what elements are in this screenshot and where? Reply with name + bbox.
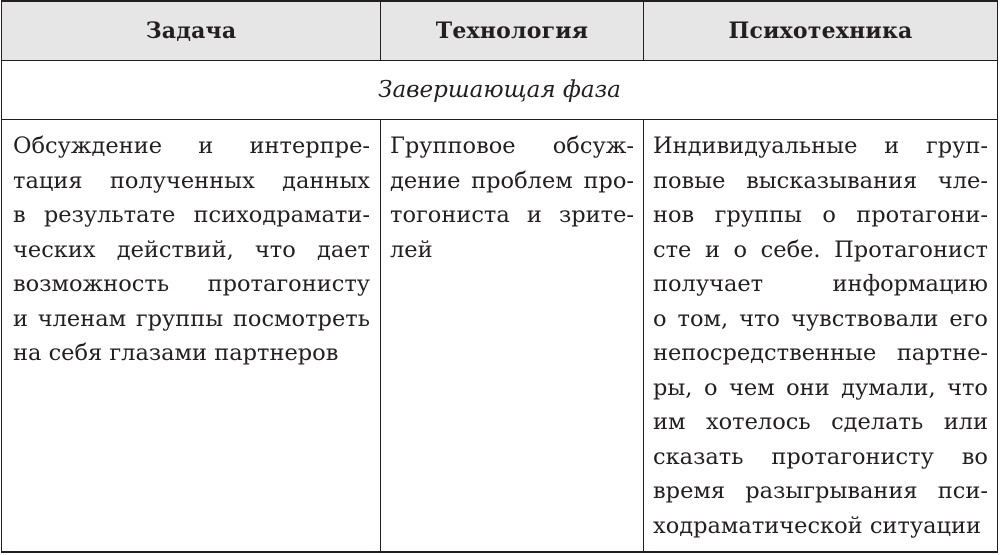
- word: партне-: [896, 340, 988, 366]
- word: о: [822, 202, 836, 228]
- text-line: [13, 198, 370, 233]
- header-task: Задача: [145, 18, 237, 44]
- text-line: ходраматической ситуации: [653, 512, 981, 539]
- text-line: [653, 302, 988, 337]
- cell-psychotechnique: [653, 129, 988, 543]
- word: полученных: [109, 167, 255, 194]
- word: его: [949, 305, 988, 332]
- word: Индивидуальные: [653, 133, 858, 159]
- header-psychotechnique: Психотехника: [728, 18, 913, 44]
- phase-label: Завершающая фаза: [378, 77, 621, 103]
- text-line: [653, 336, 988, 371]
- word: о: [653, 305, 667, 332]
- word: зрите-: [558, 202, 634, 228]
- column-divider: [643, 2, 644, 61]
- word: ры,: [653, 374, 693, 401]
- text-line: [653, 129, 988, 164]
- data-table: [1, 0, 998, 553]
- word: что: [739, 305, 780, 332]
- word: о: [703, 374, 718, 401]
- word: тогониста: [390, 202, 510, 228]
- word: груп-: [925, 133, 988, 159]
- word: о: [733, 236, 748, 263]
- word: проблем: [471, 167, 573, 194]
- word: Групповое: [390, 133, 516, 159]
- word: сказать: [653, 443, 744, 470]
- text-line: [653, 474, 988, 509]
- word: они: [786, 374, 830, 401]
- word: себе.: [760, 236, 821, 263]
- text-line: [390, 164, 634, 199]
- word: хотелось: [705, 409, 811, 435]
- phase-row: [2, 61, 997, 120]
- word: думали,: [841, 374, 936, 401]
- word: и: [884, 133, 900, 159]
- table-header-row: [2, 2, 997, 61]
- word: разыгрывания: [745, 478, 918, 504]
- text-line: [13, 302, 370, 337]
- word: высказывания: [746, 167, 918, 194]
- text-line: [13, 164, 370, 199]
- word: чле-: [937, 167, 988, 194]
- word: дение: [390, 167, 461, 194]
- word: про-: [583, 167, 634, 194]
- word: том,: [677, 305, 729, 332]
- word: протагони-: [856, 202, 988, 228]
- cell-task: [13, 129, 370, 371]
- text-line: [13, 129, 370, 164]
- text-line: [653, 371, 988, 406]
- word: и: [13, 305, 28, 332]
- word: во: [961, 443, 988, 470]
- text-line: [653, 164, 988, 199]
- text-line: [653, 440, 988, 475]
- word: нов: [653, 202, 695, 228]
- word: повые: [653, 167, 726, 194]
- word: сделать: [831, 409, 924, 435]
- word: информацию: [832, 271, 988, 297]
- word: сте: [653, 236, 692, 263]
- text-line: [13, 267, 370, 302]
- column-divider: [643, 120, 644, 553]
- word: протагонисту: [207, 271, 370, 297]
- word: интерпре-: [249, 133, 370, 159]
- word: непосредственные: [653, 340, 877, 366]
- word: чем: [728, 374, 775, 401]
- text-line: [653, 198, 988, 233]
- word: Протагонист: [834, 236, 988, 263]
- word: протагонисту: [771, 443, 934, 470]
- word: пси-: [937, 478, 988, 504]
- word: и: [198, 133, 214, 159]
- word: результате: [43, 202, 176, 228]
- word: в: [13, 202, 26, 228]
- header-technology: Технология: [435, 18, 589, 44]
- text-line: [13, 233, 370, 268]
- word: членам: [37, 305, 127, 332]
- word: действий,: [116, 236, 234, 263]
- word: психодрамати-: [193, 202, 370, 228]
- word: что: [947, 374, 988, 401]
- cell-technology: [390, 129, 634, 267]
- word: тация: [13, 167, 83, 194]
- word: группы: [714, 202, 802, 228]
- text-line: лей: [390, 236, 433, 263]
- word: возможность: [13, 271, 170, 297]
- word: и: [704, 236, 720, 263]
- word: данных: [282, 167, 370, 194]
- text-line: [390, 198, 634, 233]
- text-line: [390, 129, 634, 164]
- text-line: [653, 405, 988, 440]
- word: обсуж-: [552, 133, 634, 159]
- word: ческих: [13, 236, 96, 263]
- word: посмотреть: [232, 305, 370, 332]
- word: им: [653, 409, 686, 435]
- word: и: [526, 202, 542, 228]
- word: что: [254, 236, 296, 263]
- word: или: [943, 409, 988, 435]
- text-line: [653, 233, 988, 268]
- word: дает: [316, 236, 370, 263]
- column-divider: [380, 120, 381, 553]
- word: Обсуждение: [13, 133, 163, 159]
- word: группы: [135, 305, 224, 332]
- text-line: [653, 267, 988, 302]
- word: чувствовали: [790, 305, 939, 332]
- text-line: на себя глазами партнеров: [13, 340, 339, 366]
- column-divider: [380, 2, 381, 61]
- word: время: [653, 478, 726, 504]
- word: получает: [653, 271, 764, 297]
